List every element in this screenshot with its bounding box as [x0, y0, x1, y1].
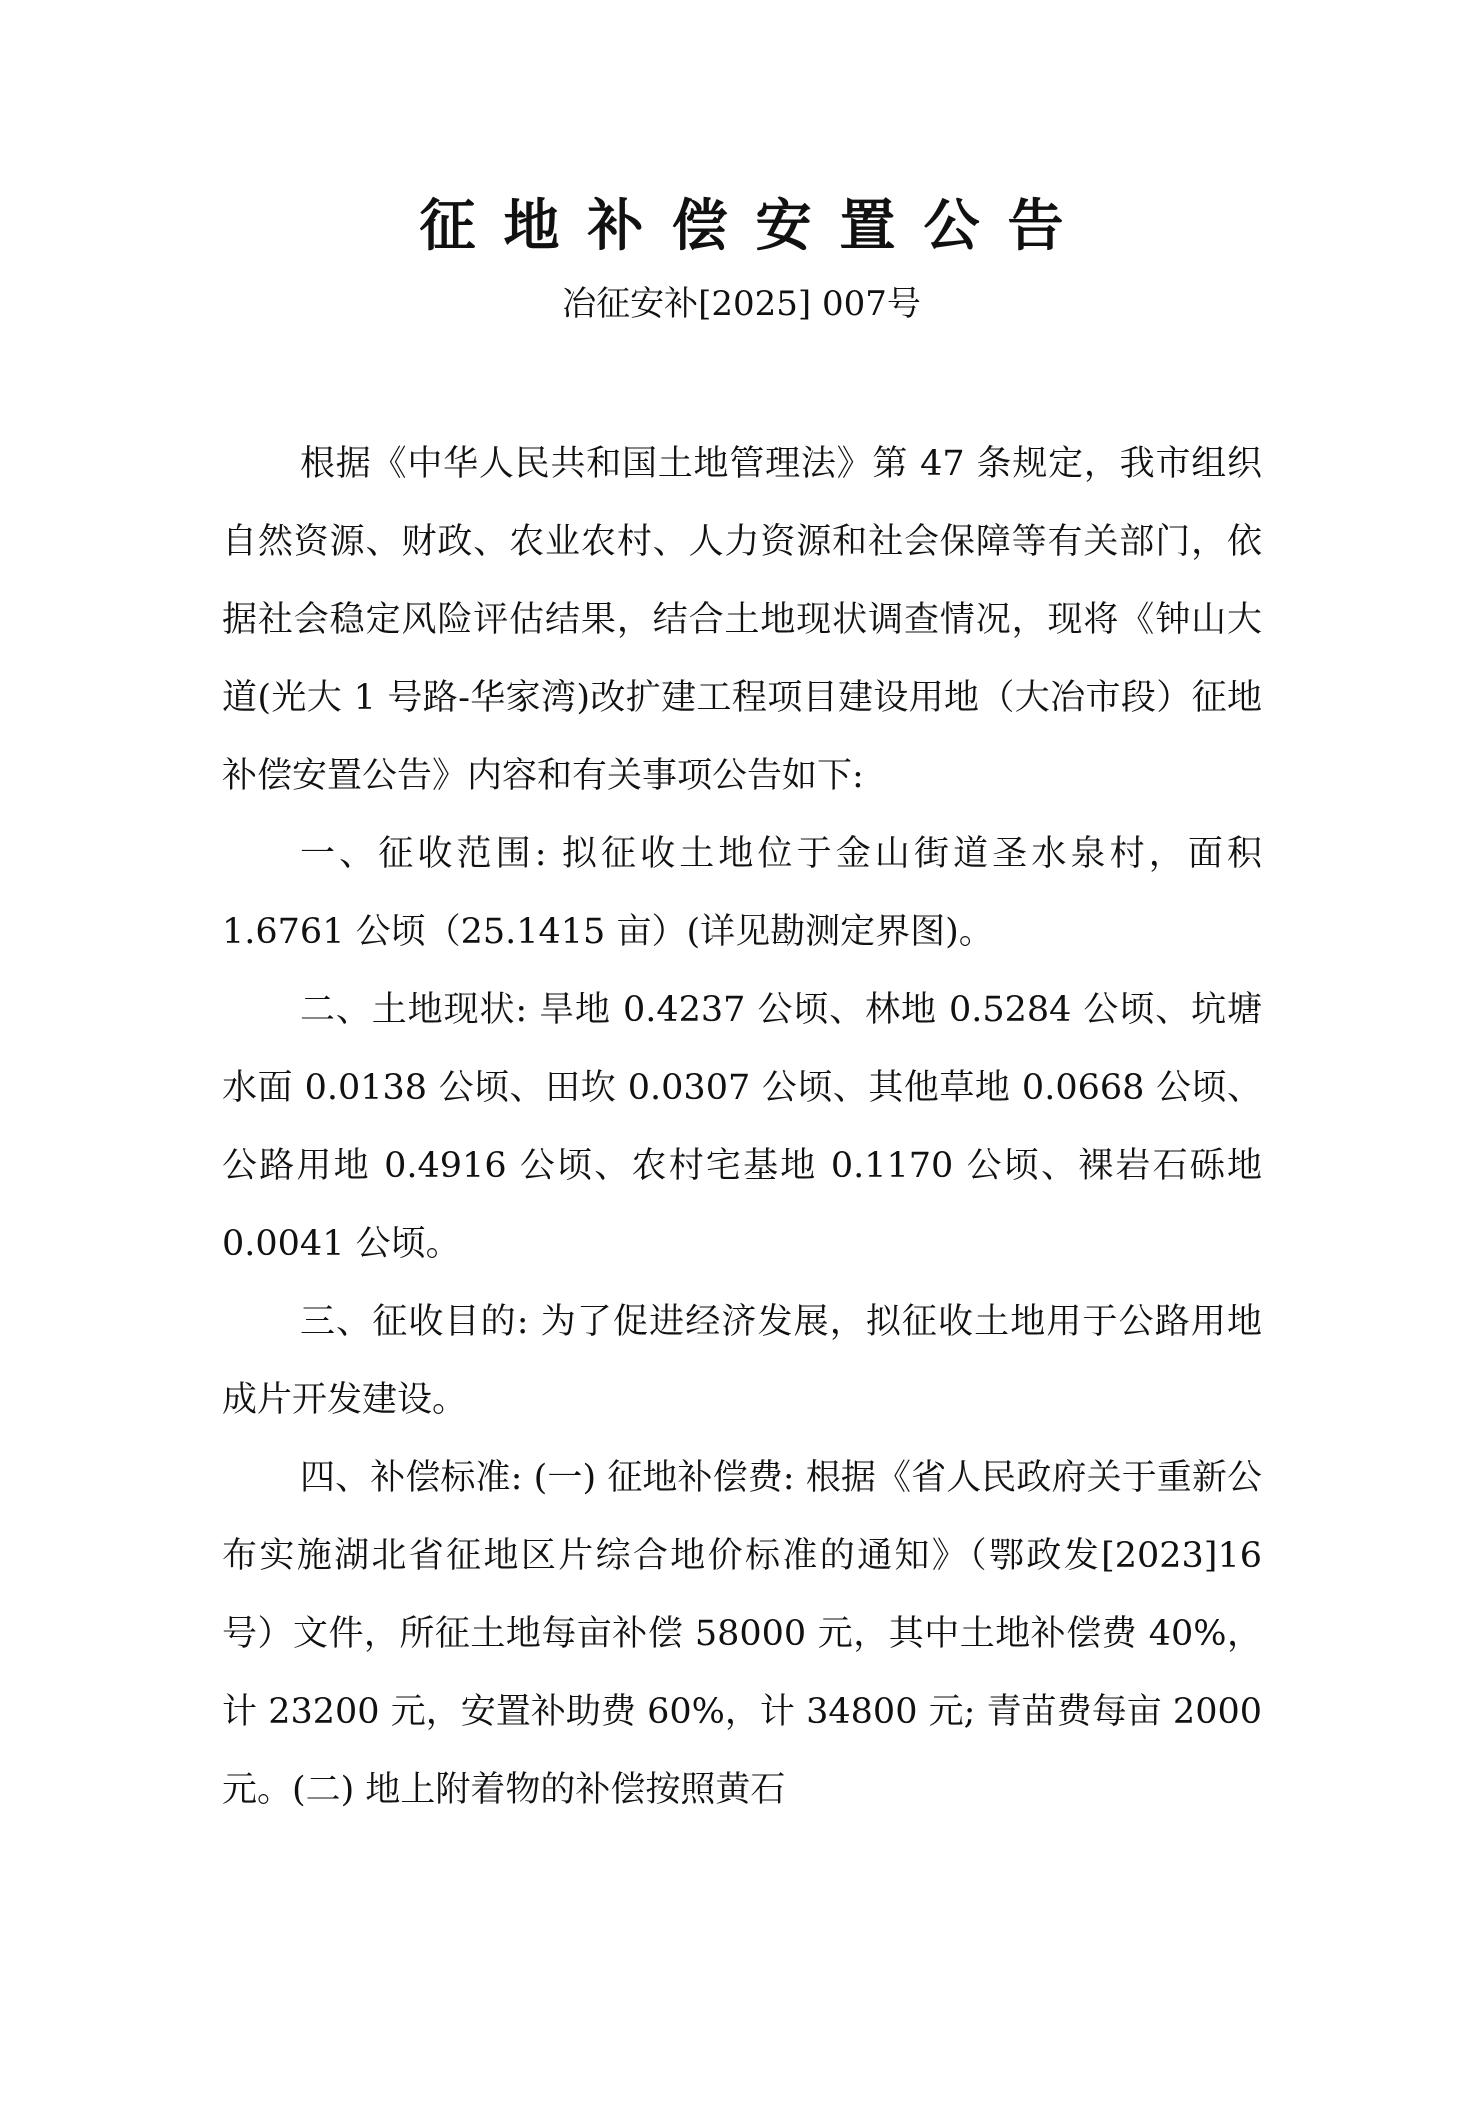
- document-number: 冶征安补[2025] 007号: [562, 284, 921, 324]
- paragraph-scope: 一、征收范围: 拟征收土地位于金山街道圣水泉村，面积 1.6761 公顷（25.1415 亩）(详见勘测定界图)。: [222, 834, 1262, 952]
- document-body: [222, 425, 1262, 1829]
- paragraph-compensation: 四、补偿标准: (一) 征地补偿费: 根据《省人民政府关于重新公布实施湖北省征地区片综合地价标准的通知》（鄂政发[2023]16 号）文件，所征土地每亩补偿 58000 元，其中土地补偿费 40%，计 23200 元，安置补助费 60%，计 34800 元; 青苗费每亩 2000 元。(二) 地上附着物的补偿按照黄石: [222, 1458, 1262, 1810]
- paragraph-land-status: 二、土地现状: 旱地 0.4237 公顷、林地 0.5284 公顷、坑塘水面 0.0138 公顷、田坎 0.0307 公顷、其他草地 0.0668 公顷、公路用地 0.4916 公顷、农村宅基地 0.1170 公顷、裸岩石砾地 0.0041 公顷。: [222, 990, 1262, 1264]
- document-title: 征地补偿安置公告: [419, 194, 1092, 259]
- paragraph-intro: 根据《中华人民共和国土地管理法》第 47 条规定，我市组织自然资源、财政、农业农村、人力资源和社会保障等有关部门，依据社会稳定风险评估结果，结合土地现状调查情况，现将《钟山大道(光大 1 号路-华家湾)改扩建工程项目建设用地（大冶市段）征地补偿安置公告》内容和有关事项公告如下:: [222, 444, 1262, 796]
- paragraph-purpose: 三、征收目的: 为了促进经济发展，拟征收土地用于公路用地成片开发建设。: [222, 1302, 1262, 1420]
